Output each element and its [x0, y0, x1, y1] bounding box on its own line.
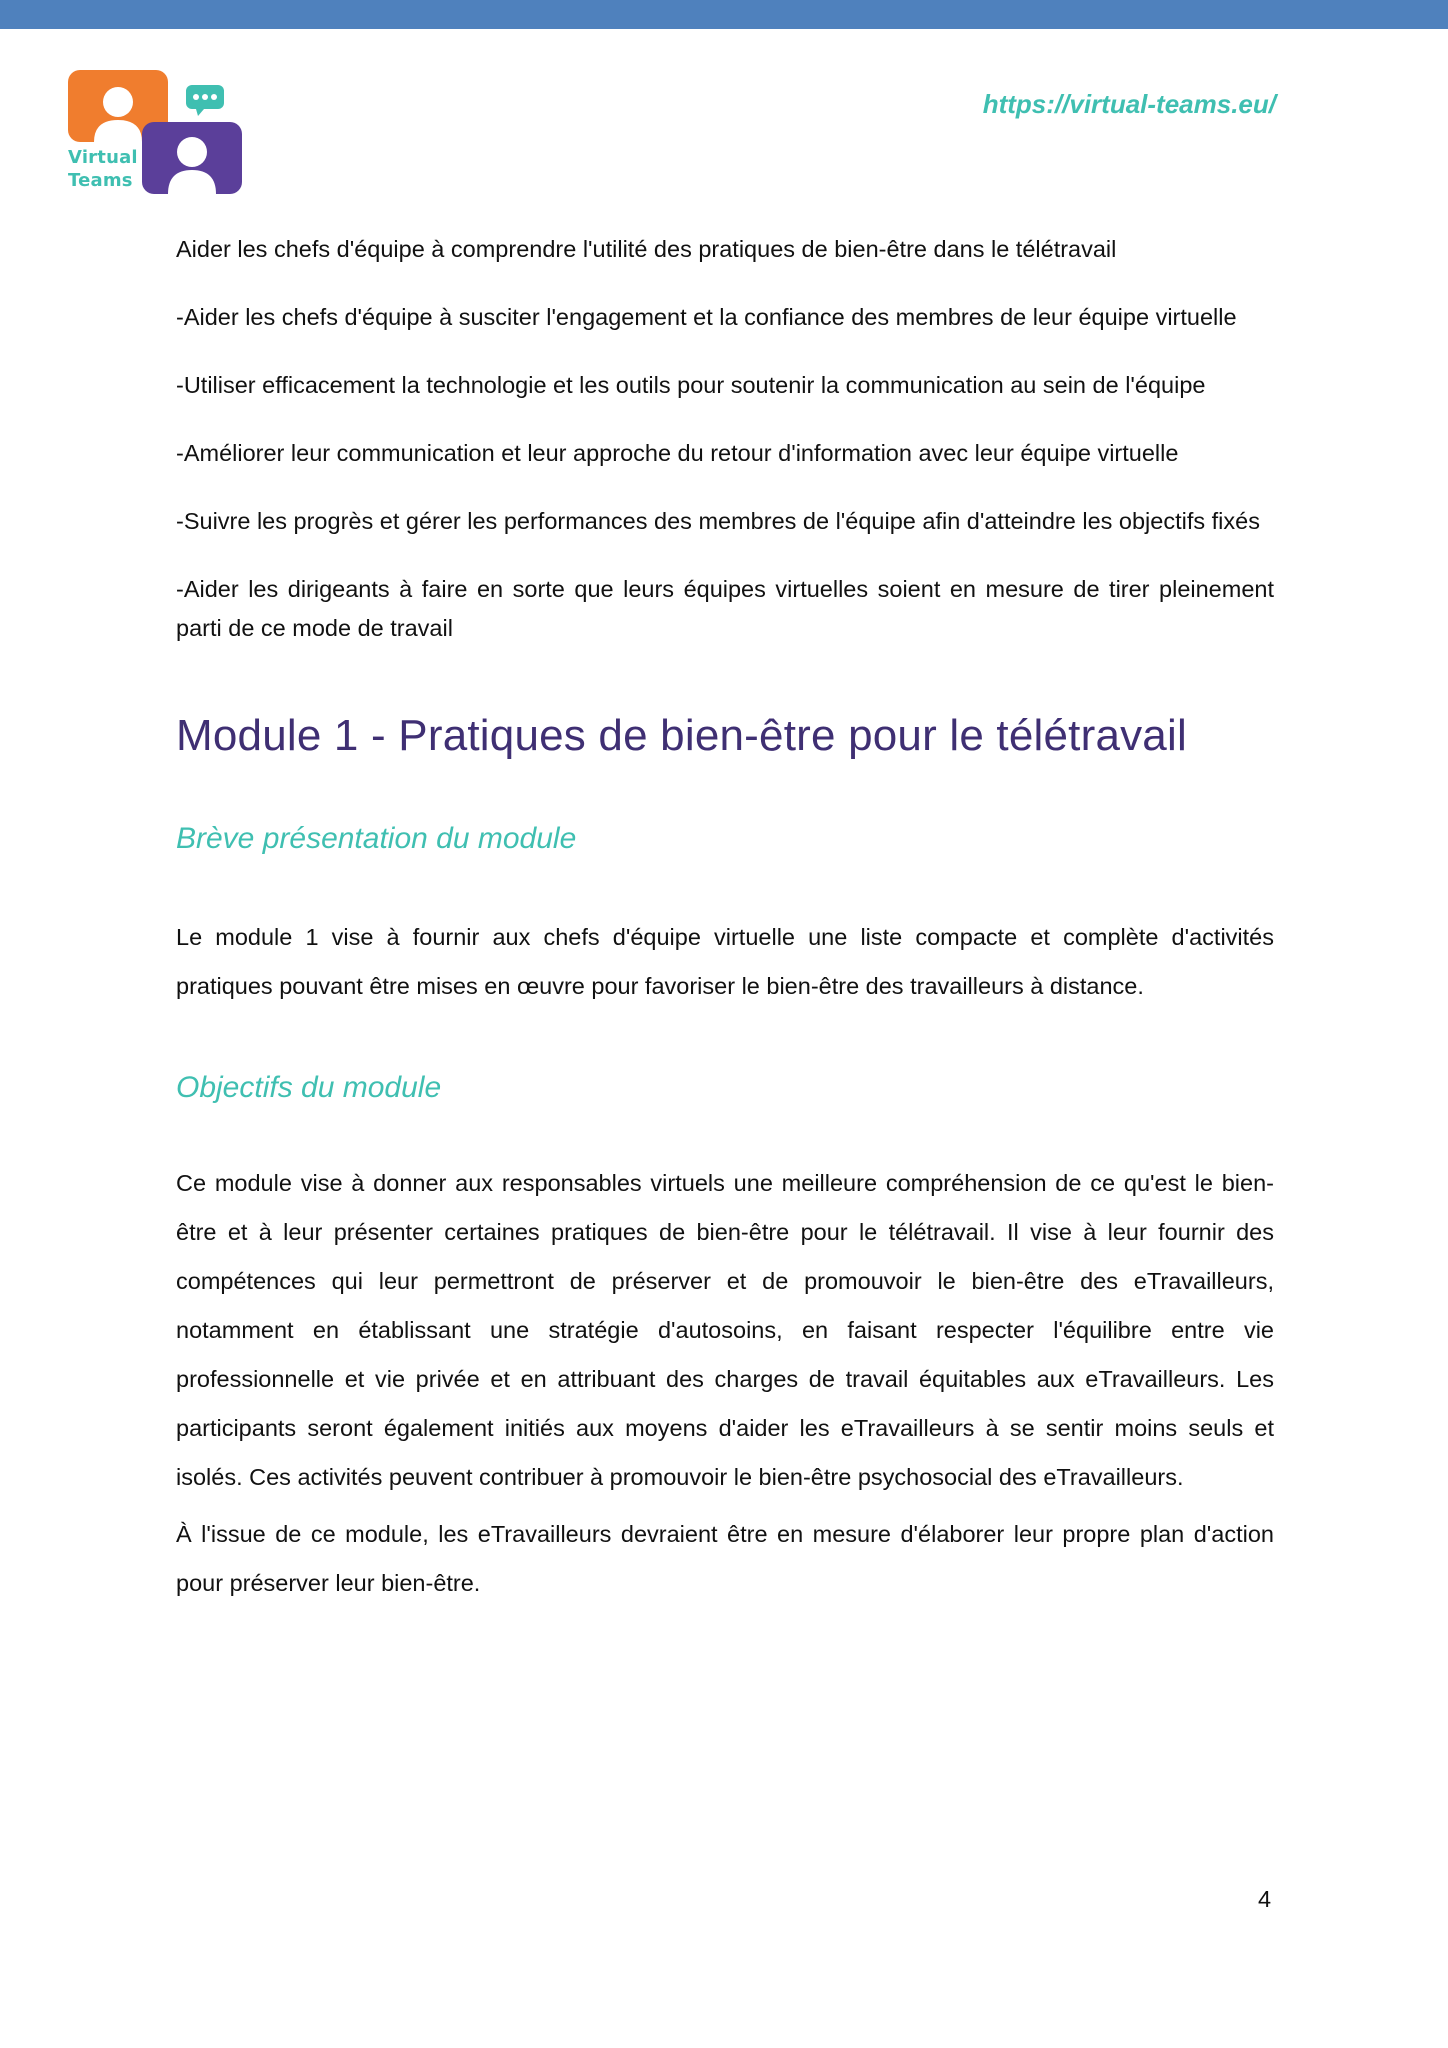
objectives-text: Ce module vise à donner aux responsables virtuels une meilleure compréhension de ce qu'est le bien-être et à leur présenter certaines pratiques de bien-être pour le télétravail. Il vise à leur fournir des compétences qui leur permettront de préserver et de promouvoir le bien-être des eTravailleurs, notamment en établissant une stratégie d'autosoins, en faisant respecter l'équilibre entre vie professionnelle et vie privée et en attribuant des charges de travail équitables aux eTravailleurs. Les participants seront également initiés aux moyens d'aider les eTravailleurs à se sentir moins seuls et isolés. Ces activités peuvent contribuer à promouvoir le bien-être psychosocial des eTravailleurs. [176, 1170, 1274, 1490]
objective-item-5: -Suivre les progrès et gérer les performances des membres de l'équipe afin d'atteindre les objectifs fixés [176, 508, 1260, 534]
top-color-bar [0, 0, 1448, 29]
module-title: Module 1 - Pratiques de bien-être pour le télétravail [176, 711, 1187, 760]
site-url-link[interactable]: https://virtual-teams.eu/ [982, 89, 1276, 119]
virtual-teams-logo [68, 70, 244, 198]
logo-line-2: Teams [68, 170, 133, 191]
page-number: 4 [1258, 1886, 1272, 1912]
presentation-heading: Brève présentation du module [176, 822, 577, 855]
objective-item-1: Aider les chefs d'équipe à comprendre l'utilité des pratiques de bien-être dans le télétravail [176, 236, 1117, 262]
objective-item-6: -Aider les dirigeants à faire en sorte que leurs équipes virtuelles soient en mesure de tirer pleinement parti de ce mode de travail [176, 576, 1274, 641]
logo-wordmark [68, 146, 148, 192]
objective-item-2: -Aider les chefs d'équipe à susciter l'engagement et la confiance des membres de leur équipe virtuelle [176, 304, 1237, 330]
objectives-heading: Objectifs du module [176, 1071, 442, 1104]
objective-item-3: -Utiliser efficacement la technologie et les outils pour soutenir la communication au sein de l'équipe [176, 372, 1206, 398]
presentation-text: Le module 1 vise à fournir aux chefs d'équipe virtuelle une liste compacte et complète d'activités pratiques pouvant être mises en œuvre pour favoriser le bien-être des travailleurs à distance. [176, 924, 1274, 999]
logo-line-1: Virtual [68, 147, 138, 168]
objective-item-4: -Améliorer leur communication et leur approche du retour d'information avec leur équipe virtuelle [176, 440, 1179, 466]
page-content [176, 230, 1274, 1608]
objectives-conclusion: À l'issue de ce module, les eTravailleurs devraient être en mesure d'élaborer leur propre plan d'action pour préserver leur bien-être. [176, 1521, 1274, 1596]
